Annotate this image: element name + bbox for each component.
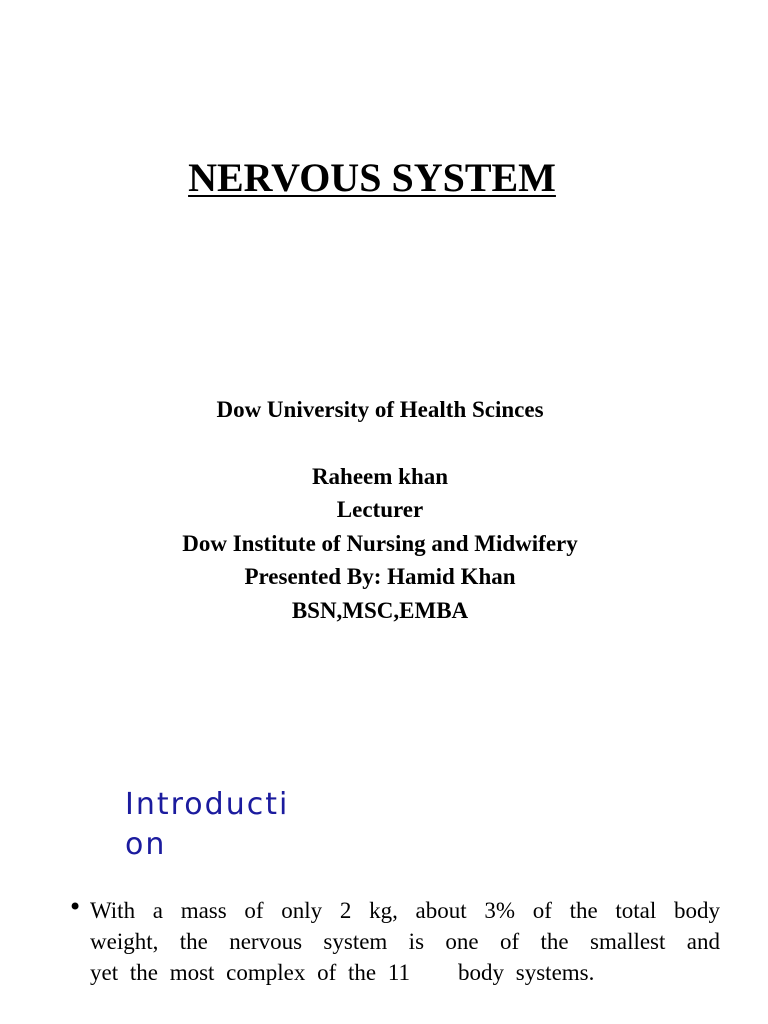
introduction-heading [125,785,325,865]
introduction-heading-line2: on [125,827,167,862]
lecturer-name: Raheem khan [311,463,449,489]
presenter-name: Presented By: Hamid Khan [244,564,516,589]
institute-name: Dow Institute of Nursing and Midwifery [182,530,578,556]
credits-spacer [0,427,760,460]
bullet-icon: • [68,893,83,921]
bullet-line-2: weight, the nervous system is one of the smallest and [90,929,720,954]
list-item [68,895,720,988]
university-name: Dow University of Health Scinces [216,397,544,422]
page-title [0,155,744,201]
bullet-line-3-end: body systems. [458,960,595,985]
bullet-line-3-start: yet the most complex of the 11 [90,960,411,985]
introduction-bullet-list [68,895,720,988]
bullet-line-1: With a mass of only 2 kg, about 3% of the total body [90,898,720,923]
page-title-text: NERVOUS SYSTEM [188,155,556,200]
bullet-line-3 [90,957,720,988]
presenter-degrees: BSN,MSC,EMBA [291,597,469,623]
introduction-heading-line1: Introducti [125,787,290,822]
credits-block [0,393,760,627]
lecturer-role: Lecturer [336,497,424,522]
